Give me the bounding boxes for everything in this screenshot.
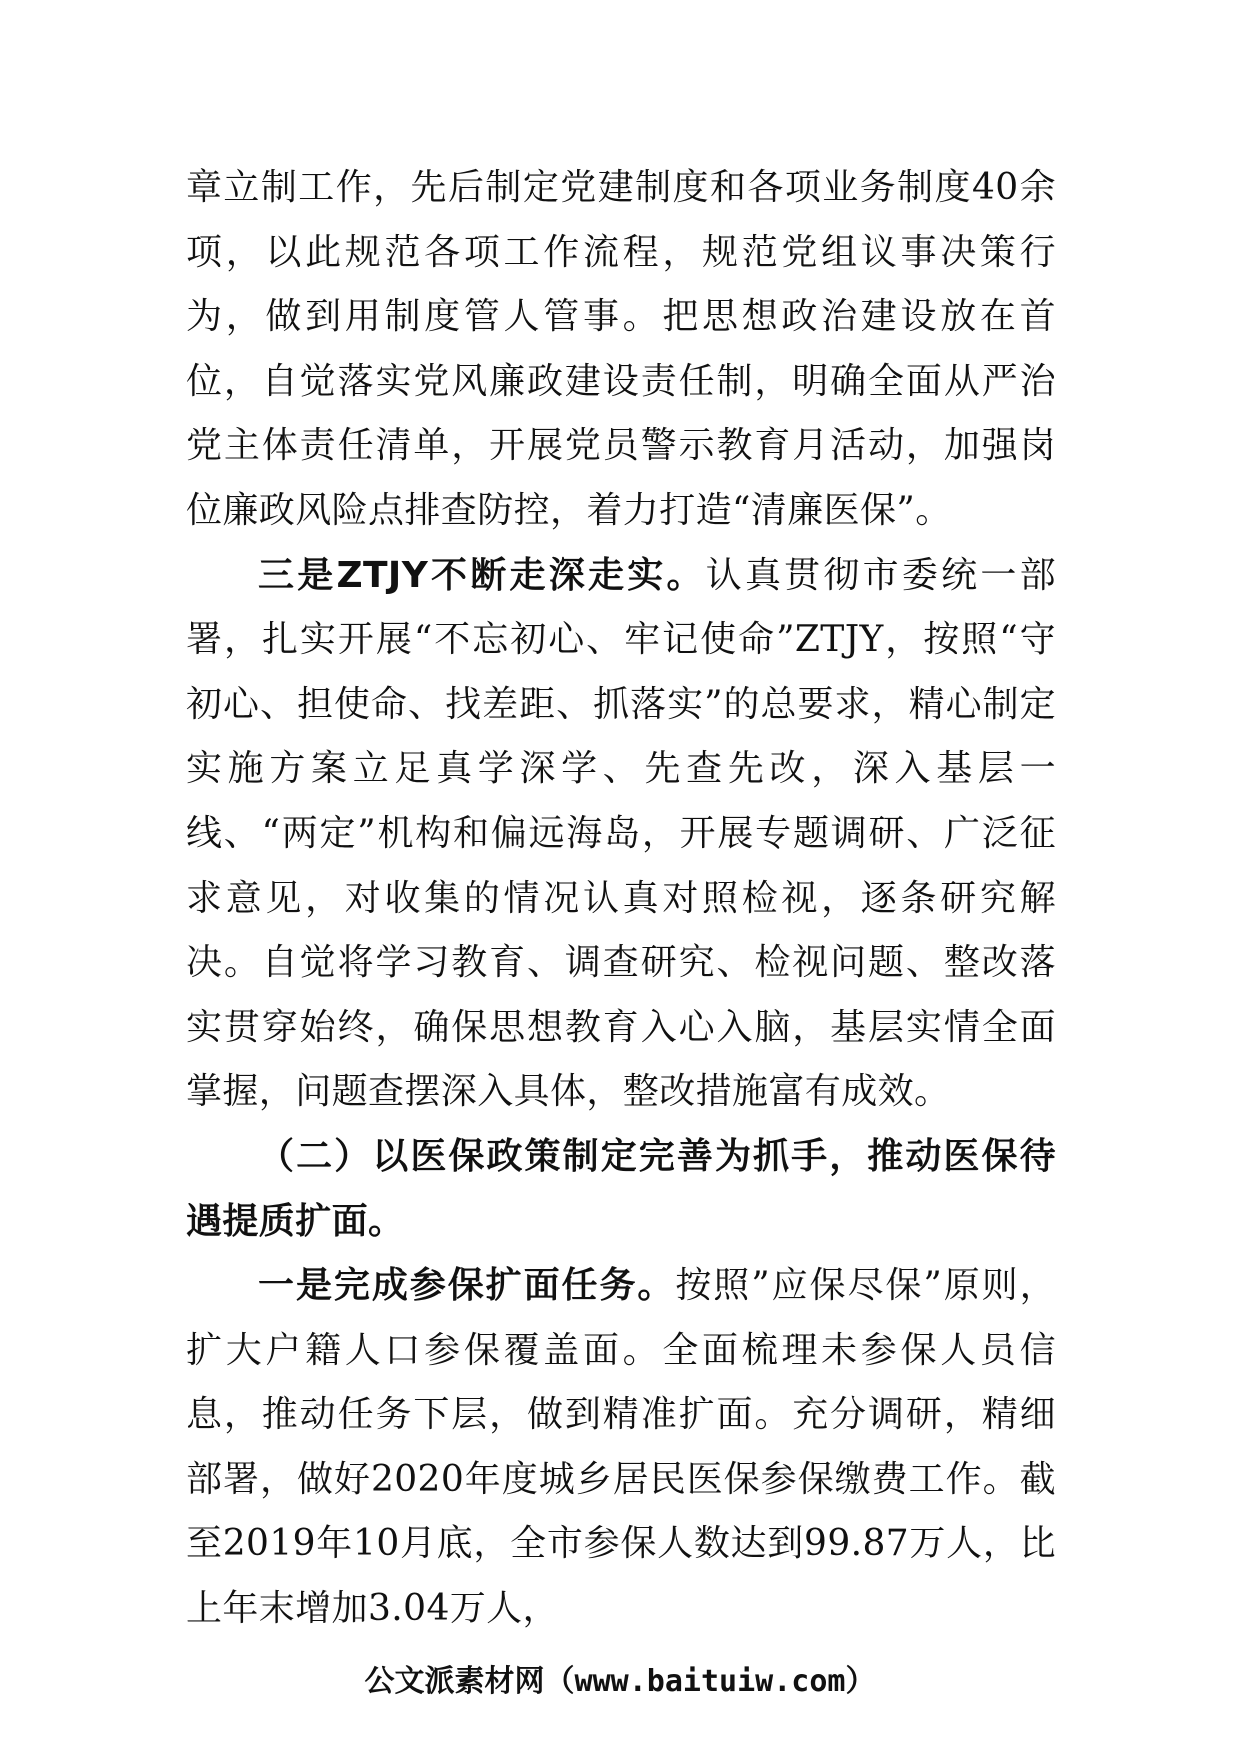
paragraph-education-campaign (186, 544, 1056, 1125)
paragraph-enrollment-expansion (186, 1254, 1056, 1642)
paragraph-party-building (186, 156, 1056, 544)
paragraph-text: 章立制工作，先后制定党建制度和各项业务制度40余项，以此规范各项工作流程，规范党组议事决策行为，做到用制度管人管事。把思想政治建设放在首位，自觉落实党风廉政建设责任制，明确全面从严治党主体责任清单，开展党员警示教育月活动，加强岗位廉政风险点排查防控，着力打造“清廉医保”。 (186, 167, 1056, 531)
footer-watermark: 公文派素材网（www.baituiw.com） (364, 1664, 876, 1699)
paragraph-text: 按照”应保尽保”原则，扩大户籍人口参保覆盖面。全面梳理未参保人员信息，推动任务下层，做到精准扩面。充分调研，精细部署，做好2020年度城乡居民医保参保缴费工作。截至2019年10月底，全市参保人数达到99.87万人，比上年末增加3.04万人， (186, 1265, 1056, 1630)
paragraph-lead: 三是ZTJY不断走深走实。 (258, 554, 706, 596)
document-body (186, 156, 1056, 1642)
section-heading: （二）以医保政策制定完善为抓手，推动医保待遇提质扩面。 (186, 1135, 1056, 1242)
paragraph-lead: 一是完成参保扩面任务。 (258, 1265, 676, 1307)
paragraph-text: 认真贯彻市委统一部署，扎实开展“不忘初心、牢记使命”ZTJY，按照“守初心、担使命、找差距、抓落实”的总要求，精心制定实施方案立足真学深学、先查先改，深入基层一线、“两定”机构和偏远海岛，开展专题调研、广泛征求意见，对收集的情况认真对照检视，逐条研究解决。自觉将学习教育、调查研究、检视问题、整改落实贯穿始终，确保思想教育入心入脑，基层实情全面掌握，问题查摆深入具体，整改措施富有成效。 (186, 554, 1056, 1113)
